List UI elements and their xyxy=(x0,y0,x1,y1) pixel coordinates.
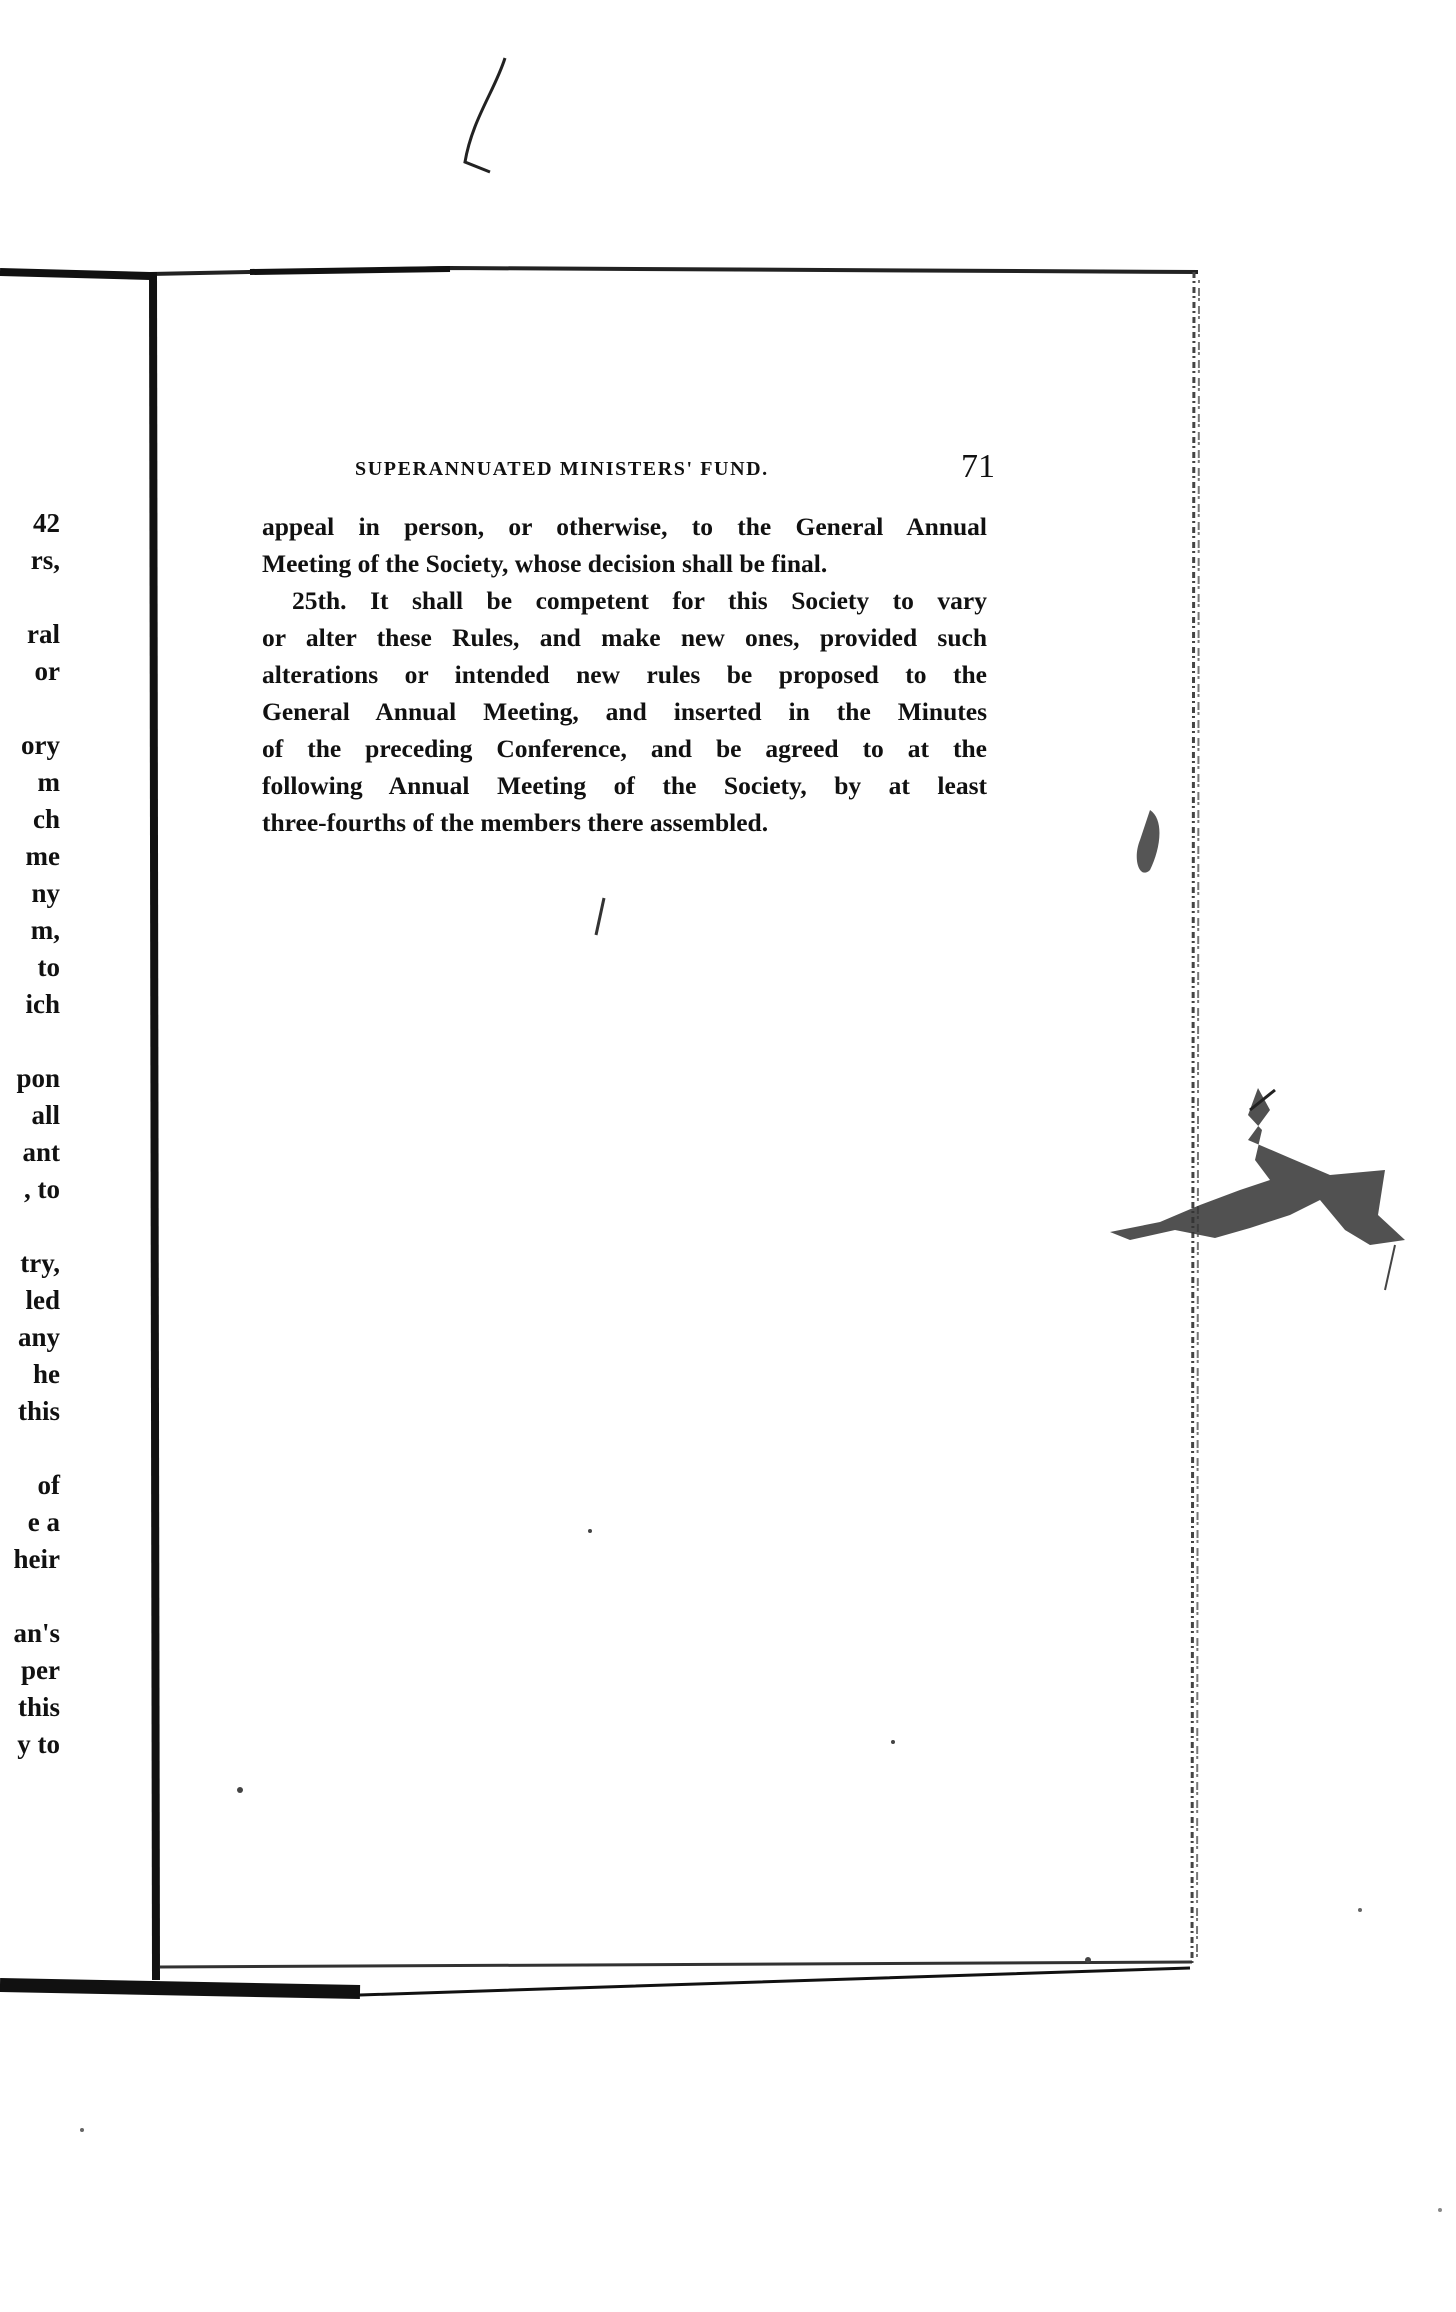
text-line: 25th. It shall be competent for this Society to vary xyxy=(292,586,987,615)
left-fragment-line: ich xyxy=(25,989,60,1019)
left-fragment-line: per xyxy=(21,1655,60,1685)
text-line: alterations or intended new rules be proposed to the xyxy=(262,660,987,689)
left-fragment-line xyxy=(0,579,60,616)
running-head: SUPERANNUATED MINISTERS' FUND. xyxy=(355,458,769,480)
text-line: appeal in person, or otherwise, to the General Annual xyxy=(262,512,987,541)
left-fragment-line xyxy=(0,690,60,727)
left-fragment-line: he xyxy=(33,1359,60,1389)
page-header xyxy=(355,448,995,488)
gutter-line xyxy=(153,272,156,1980)
text-line: General Annual Meeting, and inserted in the Minutes xyxy=(262,697,987,726)
left-fragment-line: , to xyxy=(24,1174,60,1204)
text-line: following Annual Meeting of the Society, by at least xyxy=(262,771,987,800)
stain-small xyxy=(1137,810,1160,873)
stain-large xyxy=(1110,1088,1405,1245)
left-fragment-line: ant xyxy=(22,1137,60,1167)
left-fragment-line: y to xyxy=(17,1729,60,1759)
left-fragment-line: all xyxy=(31,1100,60,1130)
left-fragment-line: of xyxy=(37,1470,60,1500)
left-fragment-line: ch xyxy=(33,804,60,834)
left-fragment-line: try, xyxy=(20,1248,60,1278)
left-page-fragment xyxy=(0,505,60,1763)
left-fragment-line: rs, xyxy=(30,545,60,575)
left-fragment-line: e a xyxy=(27,1507,60,1537)
left-fragment-line xyxy=(0,1208,60,1245)
text-line: or alter these Rules, and make new ones, provided such xyxy=(262,623,987,652)
text-line: three-fourths of the members there assembled. xyxy=(262,808,769,837)
page-number: 71 xyxy=(961,448,995,485)
left-fragment-line: any xyxy=(17,1322,60,1352)
left-fragment-line: ral xyxy=(27,619,60,649)
pen-mark-small xyxy=(596,898,604,935)
left-fragment-line: m, xyxy=(30,915,60,945)
left-fragment-line: me xyxy=(25,841,60,871)
left-fragment-line xyxy=(0,1023,60,1060)
right-page-edge xyxy=(1192,272,1194,1965)
left-fragment-line: ory xyxy=(21,730,60,760)
text-line: Meeting of the Society, whose decision shall be final. xyxy=(262,549,828,578)
left-fragment-line: led xyxy=(25,1285,60,1315)
body-text xyxy=(262,508,987,841)
left-fragment-line: 42 xyxy=(33,508,60,538)
left-fragment-line: heir xyxy=(13,1544,60,1574)
right-page-bottom-edge xyxy=(160,1962,1192,1967)
left-fragment-line: ny xyxy=(31,878,60,908)
left-fragment-line: pon xyxy=(16,1063,60,1093)
pen-mark xyxy=(465,58,505,172)
left-fragment-line: an's xyxy=(13,1618,60,1648)
left-fragment-line: this xyxy=(17,1692,60,1722)
left-fragment-line: m xyxy=(37,767,60,797)
left-fragment-line xyxy=(0,1578,60,1615)
text-line: of the preceding Conference, and be agreed to at the xyxy=(262,734,987,763)
left-fragment-line: this xyxy=(17,1396,60,1426)
left-fragment-line: or xyxy=(34,656,60,686)
left-page-top-edge xyxy=(0,272,150,276)
left-fragment-line: to xyxy=(37,952,60,982)
left-fragment-line xyxy=(0,1430,60,1467)
